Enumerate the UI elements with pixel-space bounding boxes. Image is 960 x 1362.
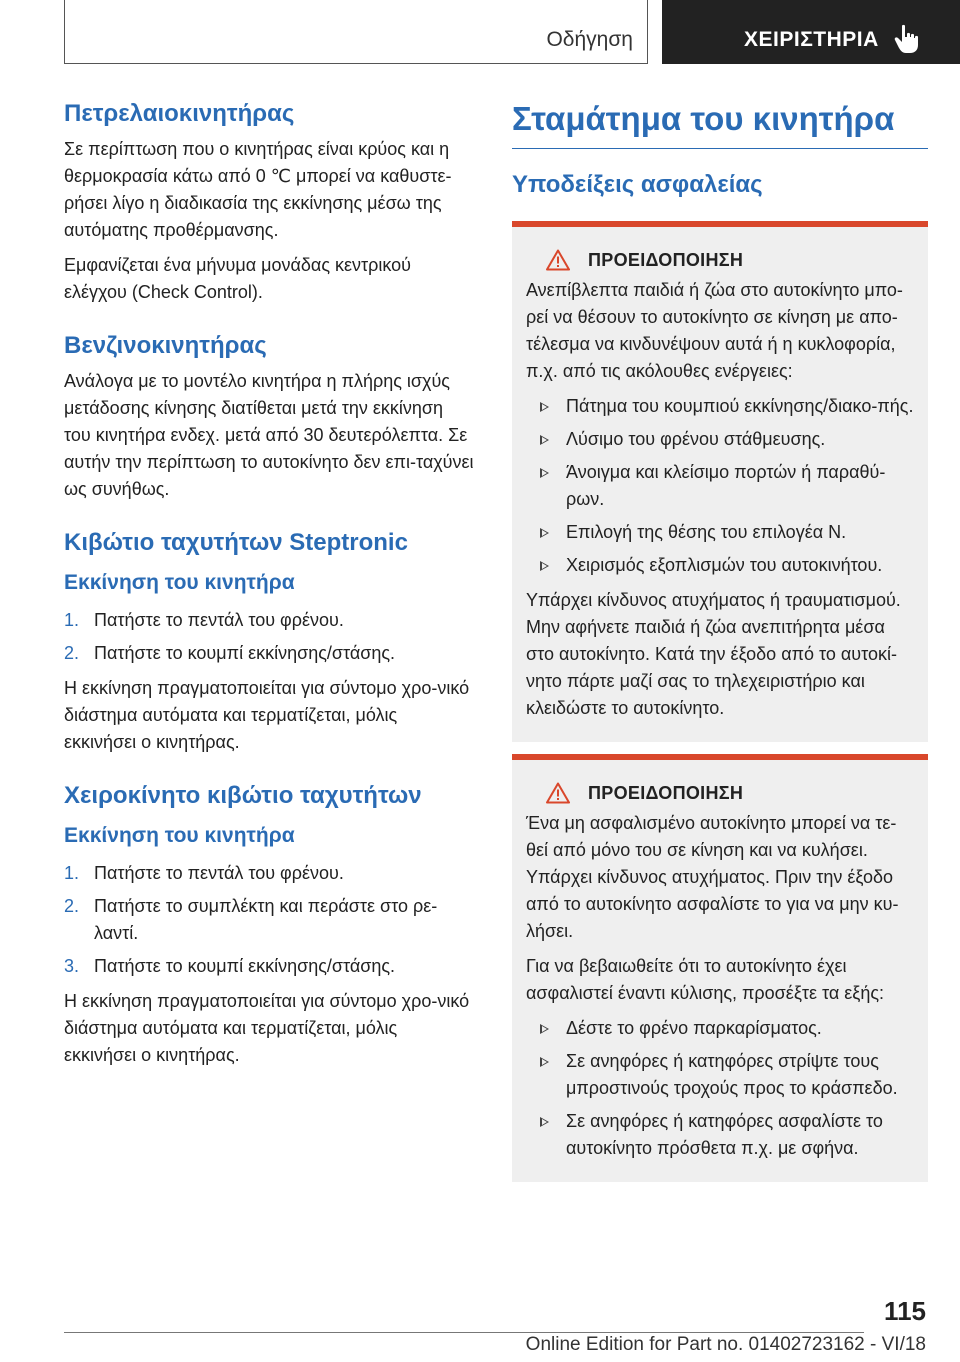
list-item: Χειρισμός εξοπλισμών του αυτοκινήτου. xyxy=(526,552,914,579)
title-divider xyxy=(512,148,928,149)
warning-label: ΠΡΟΕΙΔΟΠΟΙΗΣΗ xyxy=(588,249,744,270)
list-item: Επιλογή της θέσης του επιλογέα N. xyxy=(526,519,914,546)
warning-box-2 xyxy=(512,754,928,1182)
petrol-heading: Βενζινοκινητήρας xyxy=(64,332,267,359)
list-item: 2. Πατήστε το κουμπί εκκίνησης/στάσης. xyxy=(64,643,396,663)
safety-subtitle: Υποδείξεις ασφαλείας xyxy=(512,171,763,198)
manual-steps xyxy=(64,860,474,980)
triangle-bullet-icon xyxy=(540,1024,549,1034)
hand-pointer-icon xyxy=(894,24,922,54)
diesel-paragraph-2: Εμφανίζεται ένα μήνυμα μονάδας κεντρικού ελέγχου (Check Control). xyxy=(64,255,412,302)
warning-box-1 xyxy=(512,221,928,742)
steptronic-paragraph: Η εκκίνηση πραγματοποιείται για σύντομο χρο-νικό διάστημα αυτόματα και τερματίζεται, μόλις εκκινήσει ο κινητήρας. xyxy=(64,678,470,752)
warning-1-paragraph-1: Ανεπίβλεπτα παιδιά ή ζώα στο αυτοκίνητο μπο-ρεί να θέσουν το αυτοκίνητο σε κίνηση με απο-τέλεσμα να κινδυνέψουν αυτά ή η κυκλοφορία, π.χ. από τις ακόλουθες ενέργειες: xyxy=(526,280,903,381)
list-item: 3. Πατήστε το κουμπί εκκίνησης/στάσης. xyxy=(64,956,396,976)
triangle-bullet-icon xyxy=(540,561,549,571)
list-item: Σε ανηφόρες ή κατηφόρες στρίψτε τους μπροστινούς τροχούς προς το κράσπεδο. xyxy=(526,1048,914,1102)
manual-subheading: Εκκίνηση του κινητήρα xyxy=(64,824,295,847)
diesel-heading: Πετρελαιοκινητήρας xyxy=(64,100,295,127)
diesel-paragraph-1: Σε περίπτωση που ο κινητήρας είναι κρύος και η θερμοκρασία κάτω από 0 ℃ μπορεί να καθυστε-ρήσει λίγο η διαδικασία της εκκίνησης μέσω της αυτόματης προθέρμανσης. xyxy=(64,139,452,240)
footer-edition: Online Edition for Part no. 01402723162 - VI/18 xyxy=(525,1334,926,1355)
triangle-bullet-icon xyxy=(540,402,549,412)
list-item: 2. Πατήστε το συμπλέκτη και περάστε στο ρε-λαντί. xyxy=(64,896,438,943)
triangle-bullet-icon xyxy=(540,435,549,445)
right-column xyxy=(512,100,928,1182)
manual-paragraph: Η εκκίνηση πραγματοποιείται για σύντομο χρο-νικό διάστημα αυτόματα και τερματίζεται, μόλις εκκινήσει ο κινητήρας. xyxy=(64,991,470,1065)
page-number: 115 xyxy=(884,1296,926,1326)
manual-heading: Χειροκίνητο κιβώτιο ταχυτήτων xyxy=(64,782,422,809)
triangle-bullet-icon xyxy=(540,528,549,538)
warning-1-list xyxy=(526,393,914,579)
left-column xyxy=(64,100,474,1077)
warning-label: ΠΡΟΕΙΔΟΠΟΙΗΣΗ xyxy=(588,782,744,803)
warning-2-paragraph-2: Για να βεβαιωθείτε ότι το αυτοκίνητο έχει ασφαλιστεί έναντι κύλισης, προσέξτε τα εξής: xyxy=(526,956,885,1003)
list-item: 1. Πατήστε το πεντάλ του φρένου. xyxy=(64,863,344,883)
warning-2-paragraph-1: Ένα μη ασφαλισμένο αυτοκίνητο μπορεί να τε-θεί από μόνο του σε κίνηση και να κυλήσει. Υπάρχει κίνδυνος ατυχήματος. Πριν την έξοδο από το αυτοκίνητο ασφαλίστε το για να μην κυ-λήσει. xyxy=(526,813,899,941)
header-section-box xyxy=(64,0,648,64)
steptronic-steps xyxy=(64,607,474,667)
steptronic-subheading: Εκκίνηση του κινητήρα xyxy=(64,571,295,594)
footer-divider xyxy=(64,1332,864,1333)
warning-triangle-icon xyxy=(546,249,570,271)
list-item: Πάτημα του κουμπιού εκκίνησης/διακο-πής. xyxy=(526,393,914,420)
list-item: Άνοιγμα και κλείσιμο πορτών ή παραθύ-ρων. xyxy=(526,459,914,513)
page-title: Σταμάτημα του κινητήρα xyxy=(512,100,895,137)
petrol-paragraph: Ανάλογα με το μοντέλο κινητήρα η πλήρης ισχύς μετάδοσης κίνησης διατίθεται μετά την εκκίνηση του κινητήρα ενδεχ. μετά από 30 δευτερόλεπτα. Σε αυτήν την περίπτωση το αυτοκίνητο δεν επι-ταχύνει ως συνήθως. xyxy=(64,371,474,499)
header-section-label: Οδήγηση xyxy=(546,28,633,51)
warning-1-paragraph-2: Υπάρχει κίνδυνος ατυχήματος ή τραυματισμού. Μην αφήνετε παιδιά ή ζώα ανεπιτήρητα μέσα στο αυτοκίνητο. Κατά την έξοδο από το αυτοκί-νητο πάρτε μαζί σας το τηλεχειριστήριο και κλειδώστε το αυτοκίνητο. xyxy=(526,590,901,718)
list-item: Λύσιμο του φρένου στάθμευσης. xyxy=(526,426,914,453)
list-item: 1. Πατήστε το πεντάλ του φρένου. xyxy=(64,610,344,630)
triangle-bullet-icon xyxy=(540,1117,549,1127)
list-item: Δέστε το φρένο παρκαρίσματος. xyxy=(526,1015,914,1042)
steptronic-heading: Κιβώτιο ταχυτήτων Steptronic xyxy=(64,529,408,556)
warning-2-list xyxy=(526,1015,914,1162)
list-item: Σε ανηφόρες ή κατηφόρες ασφαλίστε το αυτοκίνητο πρόσθετα π.χ. με σφήνα. xyxy=(526,1108,914,1162)
triangle-bullet-icon xyxy=(540,1057,549,1067)
warning-triangle-icon xyxy=(546,782,570,804)
triangle-bullet-icon xyxy=(540,468,549,478)
header-chapter-label: ΧΕΙΡΙΣΤΗΡΙΑ xyxy=(744,28,879,51)
